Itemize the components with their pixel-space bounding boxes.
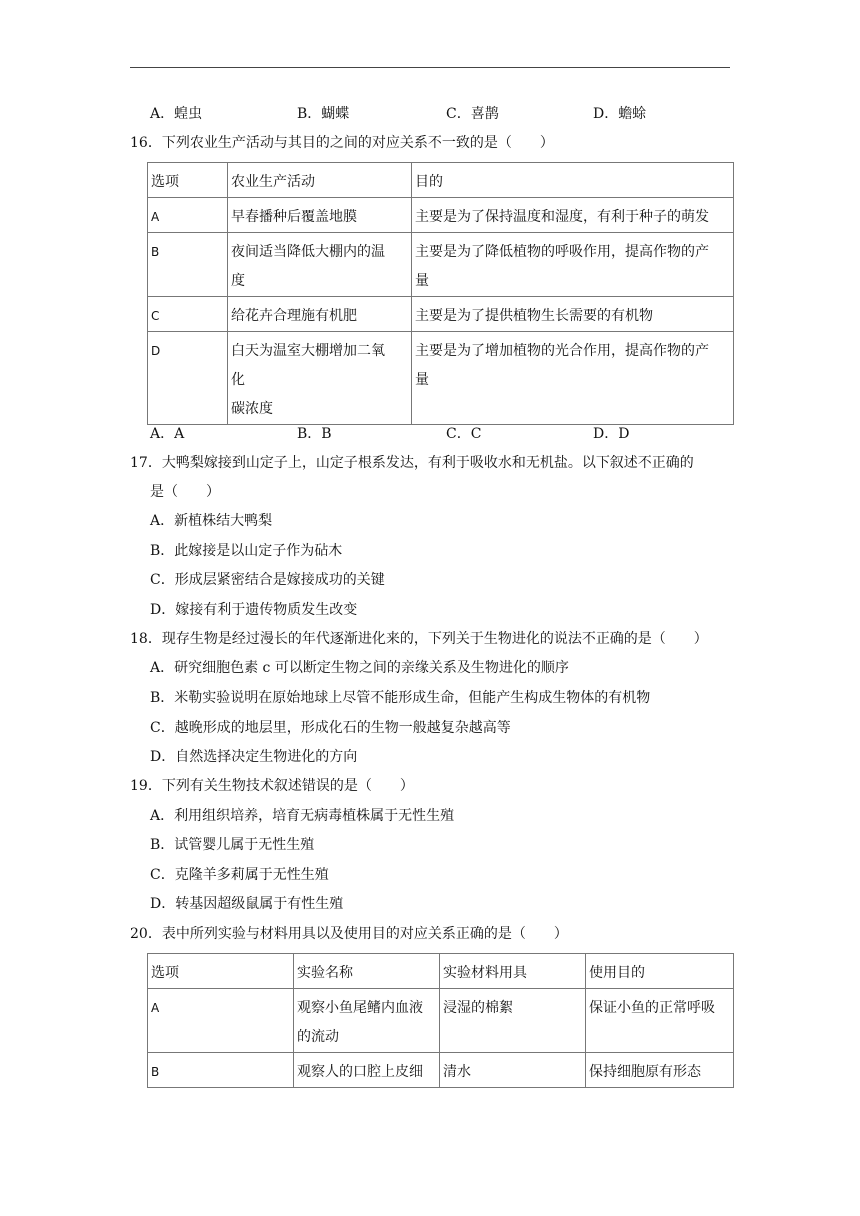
q19-option-d[interactable]: D．转基因超级鼠属于有性生殖 <box>150 896 344 912</box>
q16-stem: 16．下列农业生产活动与其目的之间的对应关系不一致的是（ ） <box>130 135 554 151</box>
q16-option-c[interactable]: C．C <box>446 426 482 442</box>
q16-row-a-purpose: 主要是为了保持温度和湿度，有利于种子的萌发 <box>412 198 734 233</box>
q20-row-a-name: 观察小鱼尾鳍内血液 的流动 <box>294 989 440 1053</box>
q16-row-d-purpose: 主要是为了增加植物的光合作用，提高作物的产 量 <box>412 332 734 425</box>
q16-row-c-option: C <box>148 297 228 332</box>
q16-header-activity: 农业生产活动 <box>228 163 412 198</box>
q16-option-b[interactable]: B．B <box>297 426 332 442</box>
q17-option-d[interactable]: D．嫁接有利于遗传物质发生改变 <box>150 602 358 618</box>
q20-header-option: 选项 <box>148 954 294 989</box>
q17-stem: 17．大鸭梨嫁接到山定子上，山定子根系发达，有利于吸收水和无机盐。以下叙述不正确的 <box>130 455 694 471</box>
q19-option-b[interactable]: B．试管婴儿属于无性生殖 <box>150 837 315 853</box>
q18-stem: 18．现存生物是经过漫长的年代逐渐进化来的，下列关于生物进化的说法不正确的是（ ） <box>130 631 708 647</box>
q16-row-b-activity: 夜间适当降低大棚内的温 度 <box>228 233 412 297</box>
q18-option-a[interactable]: A．研究细胞色素 c 可以断定生物之间的亲缘关系及生物进化的顺序 <box>150 660 569 676</box>
q19-stem: 19．下列有关生物技术叙述错误的是（ ） <box>130 778 414 794</box>
q20-table <box>147 953 734 1088</box>
q20-header-name: 实验名称 <box>294 954 440 989</box>
table-row <box>148 1053 734 1088</box>
table-row <box>148 954 734 989</box>
q16-row-b-option: B <box>148 233 228 297</box>
q20-row-a-material: 浸湿的棉絮 <box>440 989 586 1053</box>
q16-row-c-purpose: 主要是为了提供植物生长需要的有机物 <box>412 297 734 332</box>
q18-option-d[interactable]: D．自然选择决定生物进化的方向 <box>150 749 358 765</box>
q16-header-option: 选项 <box>148 163 228 198</box>
table-row <box>148 233 734 297</box>
table-row <box>148 163 734 198</box>
q19-option-c[interactable]: C．克隆羊多莉属于无性生殖 <box>150 867 329 883</box>
header-rule <box>130 67 730 68</box>
q18-option-b[interactable]: B．米勒实验说明在原始地球上尽管不能形成生命，但能产生构成生物体的有机物 <box>150 690 651 706</box>
table-row <box>148 989 734 1053</box>
q16-row-d-option: D <box>148 332 228 425</box>
q20-row-b-name: 观察人的口腔上皮细 <box>294 1053 440 1088</box>
q20-row-a-option: A <box>148 989 294 1053</box>
q18-option-c[interactable]: C．越晚形成的地层里，形成化石的生物一般越复杂越高等 <box>150 720 511 736</box>
q15-option-d[interactable]: D．蟾蜍 <box>593 106 647 122</box>
q20-row-b-purpose: 保持细胞原有形态 <box>586 1053 734 1088</box>
q16-option-a[interactable]: A．A <box>150 426 185 442</box>
table-row <box>148 332 734 425</box>
q20-header-material: 实验材料用具 <box>440 954 586 989</box>
q17-option-c[interactable]: C．形成层紧密结合是嫁接成功的关键 <box>150 572 385 588</box>
q20-row-b-option: B <box>148 1053 294 1088</box>
q16-row-a-activity: 早春播种后覆盖地膜 <box>228 198 412 233</box>
q15-option-b[interactable]: B．蝴蝶 <box>297 106 350 122</box>
q16-row-d-activity: 白天为温室大棚增加二氧 化 碳浓度 <box>228 332 412 425</box>
q17-stem-continued: 是（ ） <box>150 484 220 500</box>
table-row <box>148 297 734 332</box>
q20-stem: 20．表中所列实验与材料用具以及使用目的对应关系正确的是（ ） <box>130 926 568 942</box>
q16-table <box>147 162 734 425</box>
q16-row-b-purpose: 主要是为了降低植物的呼吸作用，提高作物的产 量 <box>412 233 734 297</box>
q16-option-d[interactable]: D．D <box>593 426 630 442</box>
table-row <box>148 198 734 233</box>
q19-option-a[interactable]: A．利用组织培养，培育无病毒植株属于无性生殖 <box>150 808 455 824</box>
q15-option-c[interactable]: C．喜鹊 <box>446 106 499 122</box>
q16-row-c-activity: 给花卉合理施有机肥 <box>228 297 412 332</box>
q16-row-a-option: A <box>148 198 228 233</box>
q20-row-a-purpose: 保证小鱼的正常呼吸 <box>586 989 734 1053</box>
q17-option-a[interactable]: A．新植株结大鸭梨 <box>150 513 273 529</box>
q15-option-a[interactable]: A．蝗虫 <box>150 106 203 122</box>
q20-header-purpose: 使用目的 <box>586 954 734 989</box>
q20-row-b-material: 清水 <box>440 1053 586 1088</box>
q16-header-purpose: 目的 <box>412 163 734 198</box>
q17-option-b[interactable]: B．此嫁接是以山定子作为砧木 <box>150 543 343 559</box>
